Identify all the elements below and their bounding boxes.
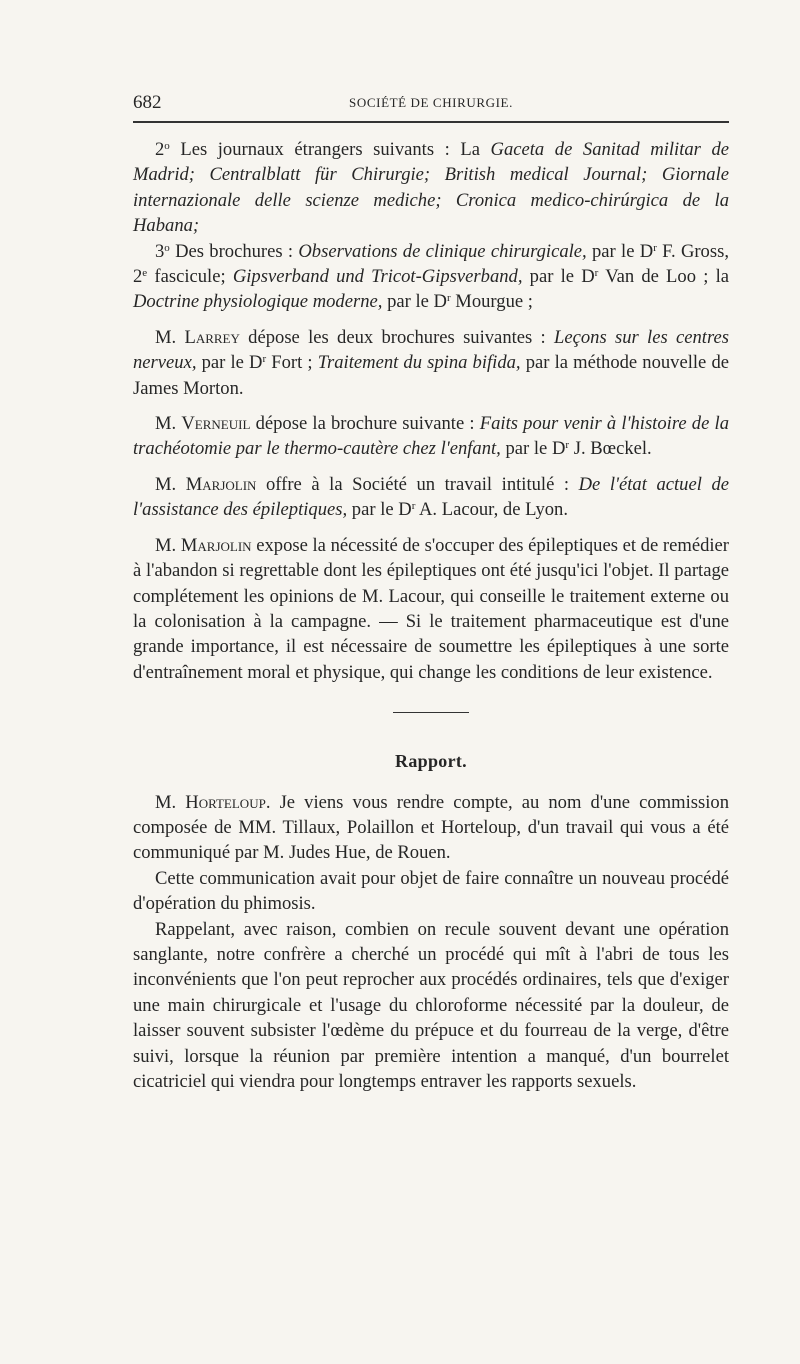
paragraph-foreign-journals: 2$^o$ Les journaux étrangers suivants : La Gaceta de Sanitad militar de Madrid; Centralblatt für Chirurgie; British medical Journal; Giornale internazionale delle scienze mediche; Cronica medico-chirúrgica de la Habana; [133,139,730,237]
paragraph-larrey: M. Larrey dépose les deux brochures suivantes : Leçons sur les centres nerveux, par le $D^r$ Fort ; Traitement du spina bifida, par la méthode nouvelle de James Morton. [133,326,729,399]
paragraph-horteloup: M. Horteloup. Je viens vous rendre compte, au nom d'une commission composée de MM. Tillaux, Polaillon et Horteloup, d'un travail qui vous a été communiqué par M. Judes Hue, de Rouen. [133,791,729,864]
paragraph-marjolin-epileptics: M. Marjolin expose la nécessité de s'occuper des épileptiques et de remédier à l'abandon si regrettable dont les épileptiques ont été jusqu'ici l'objet. Il partage complétement les opinions de M. Lacour, qui conseille le traitement externe ou la colonisation à la campagne. — Si le traitement pharmaceutique est d'une grande importance, il est nécessaire de soumettre les épileptiques à une sorte d'entraînement moral et physique, qui change les conditions de leur existence. [133,534,729,683]
section-separator [393,712,469,713]
section-title: Rapport. [395,751,467,772]
paragraph-marjolin-offer: M. Marjolin offre à la Société un travail intitulé : De l'état actuel de l'assistance des épileptiques, par le $D^r$ A. Lacour, de Lyon. [133,473,729,521]
paragraph-brochures: 3$^o$ Des brochures : Observations de clinique chirurgicale, par le $D^r$ F. Gross, 2e fascicule; Gipsverband und Tricot-Gipsverband, par le $D^r$ Van de Loo ; la Doctrine physiologique moderne, par le $D^r$ Mourgue ; [133,240,729,313]
body-text [133,137,729,1094]
running-title: SOCIÉTÉ DE CHIRURGIE. [349,95,513,110]
page-number: 682 [133,92,162,113]
running-head [133,92,729,118]
paragraph-verneuil: M. Verneuil dépose la brochure suivante : Faits pour venir à l'histoire de la trachéotomie par le thermo-cautère chez l'enfant, par le $D^r$ J. Bœckel. [133,413,729,460]
header-rule [133,121,729,123]
paragraph-phimosis: Cette communication avait pour objet de faire connaître un nouveau procédé d'opération du phimosis. [133,867,729,915]
paragraph-procedure: Rappelant, avec raison, combien on recule souvent devant une opération sanglante, notre confrère a cherché un procédé qui mît à l'abri de tous les inconvénients que l'on peut reprocher aux procédés ordinaires, tels que d'exiger une main chirurgicale et l'usage du chloroforme nécessité par la douleur, de laisser souvent subsister l'œdème du prépuce et du fourreau de la verge, d'être suivi, lorsque la réunion par première intention a manqué, d'un bourrelet cicatriciel qui viendra pour longtemps entraver les rapports sexuels. [133,918,729,1092]
